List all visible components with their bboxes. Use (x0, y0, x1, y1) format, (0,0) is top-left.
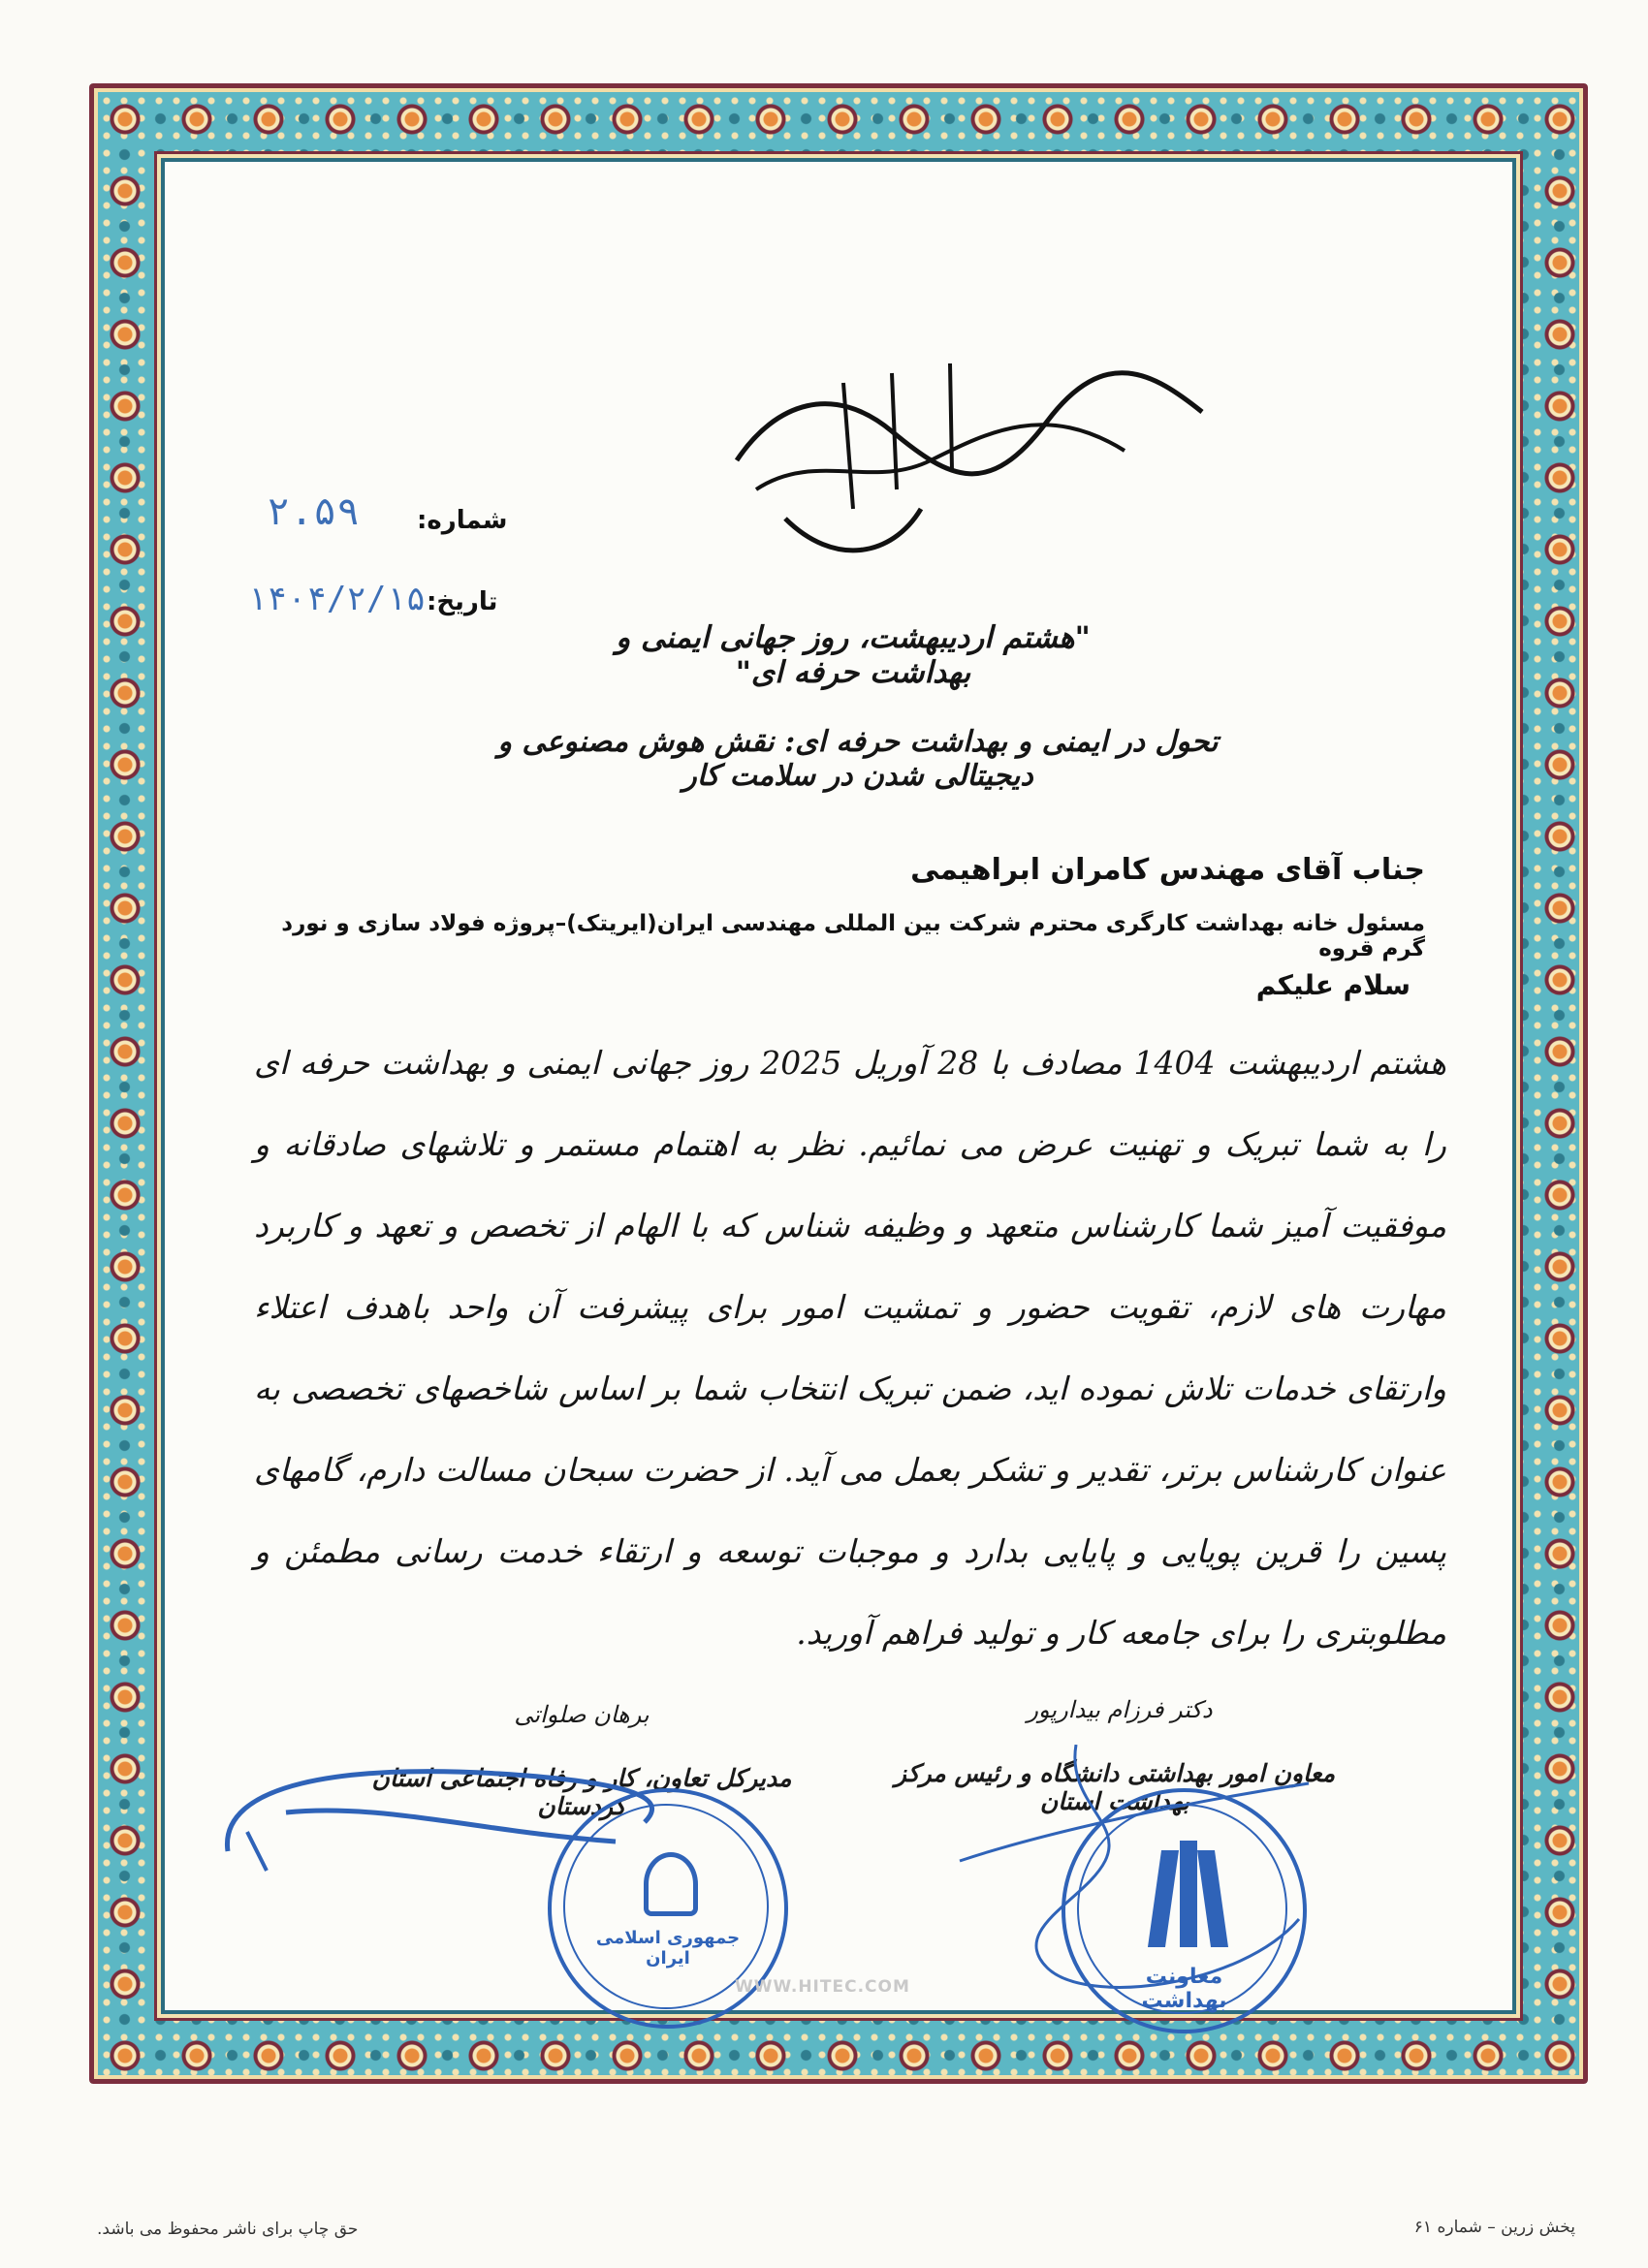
right-official-stamp (1062, 1788, 1307, 2033)
number-label: شماره: (417, 506, 508, 535)
stamp-emblem-bar-2 (1180, 1841, 1197, 1947)
recipient-name: جناب آقای مهندس کامران ابراهیمی (910, 853, 1425, 887)
right-signatory-name: دکتر فرزام بیدارپور (1027, 1696, 1213, 1723)
date-value: ۱۴۰۴/۲/۱۵ (247, 580, 427, 618)
date-label: تاریخ: (427, 587, 498, 616)
copyright-note: حق چاپ برای ناشر محفوظ می باشد. (97, 2220, 359, 2239)
number-value: ۲.۵۹ (267, 489, 361, 534)
basmala-text (698, 344, 708, 345)
left-signatory-role: مدیرکل تعاون، کار و رفاه اجتماعی استان کردستان (371, 1764, 792, 1820)
theme-title: تحول در ایمنی و بهداشت حرفه ای: نقش هوش مصنوعی و دیجیتالی شدن در سلامت کار (497, 725, 1219, 793)
right-signatory-role: معاون امور بهداشتی دانشگاه و رئیس مرکز بهداشت استان (894, 1759, 1336, 1815)
basmala-calligraphy (698, 344, 1241, 577)
certificate-body: هشتم اردیبهشت 1404 مصادف با 28 آوریل 2025 روز جهانی ایمنی و بهداشت حرفه ای را به شما تبریک و تهنیت عرض می نمائیم. نظر به اهتمام مستمر و تلاشهای صادقانه و موفقیت آمیز شما کارشناس متعهد و وظیفه شناس که با الهام از تخصص و تعهد و کاربرد مهارت های لازم، تقویت حضور و تمشیت امور برای پیشرفت آن واحد باهدف اعتلاء وارتقای خدمات تلاش نموده اید، ضمن تبریک انتخاب شما بر اساس شاخصهای تخصصی به عنوان کارشناس برتر، تقدیر و تشکر بعمل می آید. از حضرت سبحان مسالت دارم، گامهای پسین را قرین پویایی و پایایی بدارد و موجبات توسعه و ارتقاء خدمت رسانی مطمئن و مطلوبتری را برای جامعه کار و تولید فراهم آورید. (254, 1044, 1447, 1652)
greeting: سلام علیکم (1255, 969, 1410, 1001)
left-signatory-name: برهان صلواتی (514, 1701, 650, 1728)
publisher-note: پخش زرین – شماره ۶۱ (1413, 2218, 1575, 2237)
watermark-text: WWW.HITEC.COM (735, 1977, 910, 1997)
right-stamp-text: معاونت بهداشت (1141, 1965, 1227, 2013)
occasion-title: "هشتم اردیبهشت، روز جهانی ایمنی و بهداشت حرفه ای" (616, 620, 1091, 690)
iran-emblem-icon (644, 1852, 698, 1916)
left-stamp-text: جمهوری اسلامی ایران (595, 1928, 741, 1969)
recipient-position: مسئول خانه بهداشت کارگری محترم شرکت بین المللی مهندسی ایران(ایریتک)–پروژه فولاد سازی و نورد گرم قروه (281, 911, 1425, 961)
